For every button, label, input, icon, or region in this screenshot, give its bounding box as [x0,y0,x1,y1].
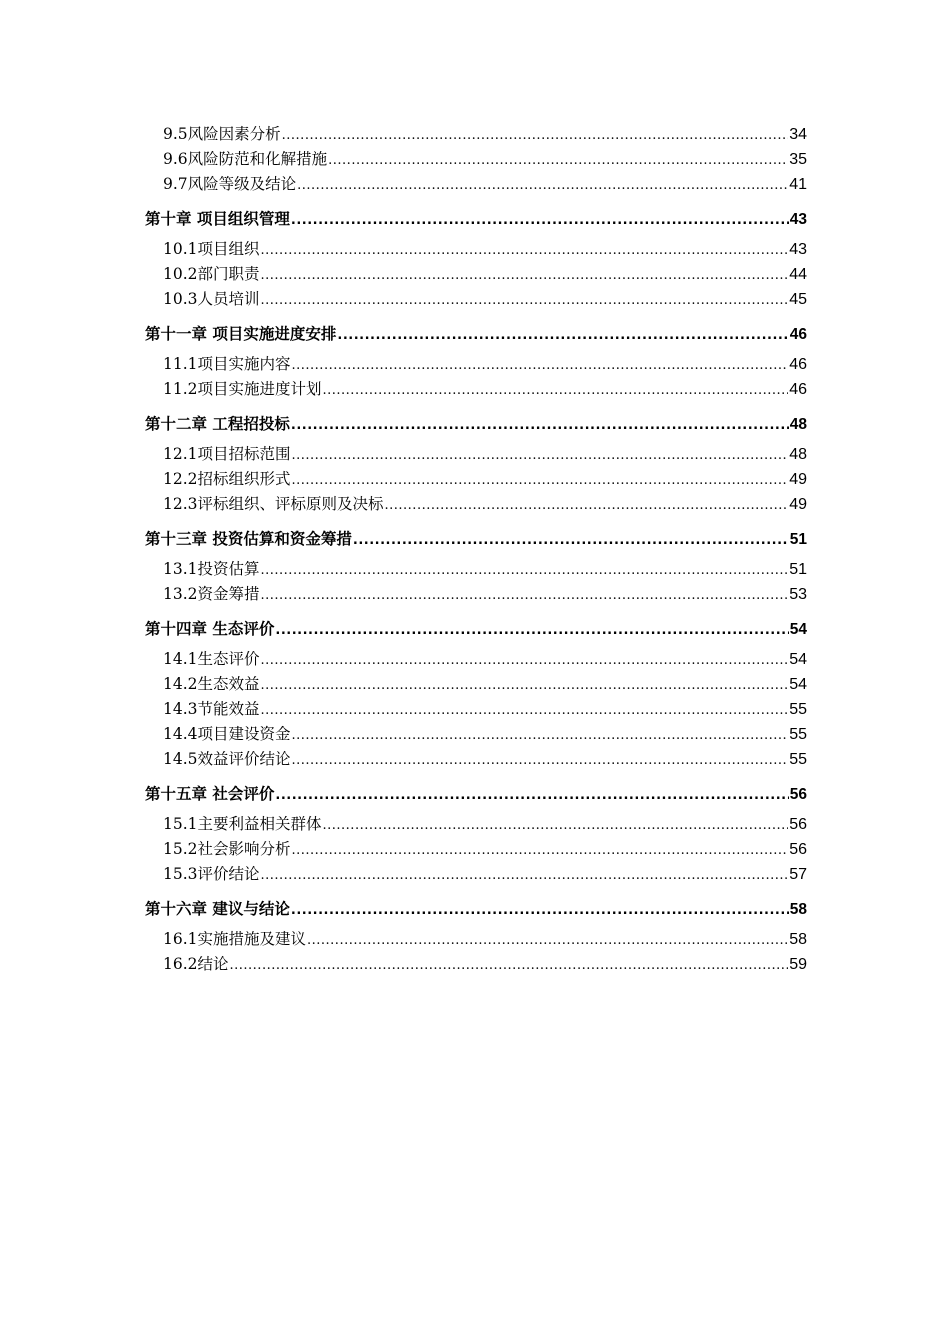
dot-leader [353,522,789,558]
toc-chapter-15[interactable] [145,777,807,811]
toc-entry-13-2[interactable] [145,582,807,607]
toc-entry-15-3[interactable] [145,862,807,887]
toc-entry-12-1[interactable] [145,442,807,467]
toc-page-number: 55 [789,701,807,718]
toc-entry-title: 14.4项目建设资金 [163,725,291,743]
toc-entry-title: 14.5效益评价结论 [163,750,291,768]
toc-entry-9-6[interactable] [145,147,807,172]
toc-entry-14-3[interactable] [145,697,807,722]
toc-chapter-14[interactable] [145,612,807,646]
dot-leader [337,317,788,353]
toc-page-number: 56 [789,816,807,833]
toc-entry-12-3[interactable] [145,492,807,517]
toc-chapter-title: 第十六章 建议与结论 [145,900,290,918]
toc-page-number: 46 [789,381,807,398]
dot-leader [292,467,789,493]
toc-page-number: 54 [789,621,807,638]
dot-leader [261,287,789,313]
dot-leader [385,492,789,518]
dot-leader [261,647,789,673]
toc-entry-16-2[interactable] [145,952,807,977]
toc-entry-11-1[interactable] [145,352,807,377]
toc-page-number: 41 [789,176,807,193]
toc-chapter-13[interactable] [145,522,807,556]
toc-page-number: 44 [789,266,807,283]
toc-page-number: 59 [789,956,807,973]
toc-chapter-title: 第十章 项目组织管理 [145,210,290,228]
toc-entry-title: 9.6风险防范和化解措施 [163,150,328,168]
toc-page-number: 43 [789,211,807,228]
dot-leader [292,722,789,748]
toc-entry-title: 13.1投资估算 [163,560,260,578]
toc-page-number: 58 [789,931,807,948]
toc-entry-title: 14.1生态评价 [163,650,260,668]
dot-leader [230,952,789,978]
dot-leader [261,697,789,723]
toc-entry-title: 12.3评标组织、评标原则及决标 [163,495,384,513]
toc-page-number: 56 [789,841,807,858]
toc-page-number: 56 [789,786,807,803]
toc-page-number: 48 [789,416,807,433]
toc-entry-title: 15.3评价结论 [163,865,260,883]
toc-entry-title: 9.5风险因素分析 [163,125,281,143]
toc-entry-14-5[interactable] [145,747,807,772]
toc-page-number: 51 [789,531,807,548]
toc-entry-12-2[interactable] [145,467,807,492]
dot-leader [323,812,789,838]
dot-leader [261,262,789,288]
toc-entry-11-2[interactable] [145,377,807,402]
toc-page-number: 55 [789,751,807,768]
toc-chapter-title: 第十二章 工程招投标 [145,415,290,433]
toc-chapter-16[interactable] [145,892,807,926]
toc-entry-15-2[interactable] [145,837,807,862]
toc-entry-15-1[interactable] [145,812,807,837]
dot-leader [275,612,788,648]
toc-entry-10-2[interactable] [145,262,807,287]
dot-leader [291,407,789,443]
dot-leader [261,557,789,583]
dot-leader [292,747,789,773]
toc-entry-14-1[interactable] [145,647,807,672]
toc-entry-title: 12.2招标组织形式 [163,470,291,488]
toc-page-number: 54 [789,676,807,693]
toc-entry-title: 16.2结论 [163,955,229,973]
toc-chapter-title: 第十三章 投资估算和资金筹措 [145,530,352,548]
toc-entry-9-7[interactable] [145,172,807,197]
toc-page-number: 46 [789,326,807,343]
toc-entry-title: 9.7风险等级及结论 [163,175,297,193]
dot-leader [291,892,789,928]
dot-leader [307,927,788,953]
toc-entry-10-3[interactable] [145,287,807,312]
dot-leader [323,377,789,403]
toc-entry-14-2[interactable] [145,672,807,697]
dot-leader [261,862,789,888]
toc-page-number: 43 [789,241,807,258]
dot-leader [297,172,788,198]
toc-entry-9-5[interactable] [145,122,807,147]
toc-entry-13-1[interactable] [145,557,807,582]
toc-entry-title: 10.3人员培训 [163,290,260,308]
toc-page-number: 57 [789,866,807,883]
toc-page-number: 35 [789,151,807,168]
toc-page-number: 49 [789,471,807,488]
dot-leader [261,672,789,698]
toc-page-number: 54 [789,651,807,668]
toc-page-number: 49 [789,496,807,513]
toc-page-number: 55 [789,726,807,743]
toc-entry-title: 12.1项目招标范围 [163,445,291,463]
dot-leader [261,582,789,608]
toc-entry-title: 15.1主要利益相关群体 [163,815,322,833]
toc-entry-title: 10.2部门职责 [163,265,260,283]
toc-page-number: 45 [789,291,807,308]
toc-page-number: 34 [789,126,807,143]
toc-chapter-title: 第十五章 社会评价 [145,785,275,803]
toc-chapter-12[interactable] [145,407,807,441]
toc-entry-title: 13.2资金筹措 [163,585,260,603]
toc-page-number: 53 [789,586,807,603]
dot-leader [282,122,789,148]
toc-entry-title: 16.1实施措施及建议 [163,930,307,948]
toc-entry-title: 15.2社会影响分析 [163,840,291,858]
toc-entry-title: 11.1项目实施内容 [163,355,291,373]
dot-leader [292,352,789,378]
toc-page-number: 48 [789,446,807,463]
toc-entry-10-1[interactable] [145,237,807,262]
toc-chapter-title: 第十四章 生态评价 [145,620,275,638]
dot-leader [275,777,788,813]
dot-leader [291,202,789,238]
dot-leader [292,837,789,863]
toc-chapter-11[interactable] [145,317,807,351]
toc-chapter-title: 第十一章 项目实施进度安排 [145,325,337,343]
dot-leader [261,237,789,263]
toc-entry-16-1[interactable] [145,927,807,952]
toc-page-number: 51 [789,561,807,578]
dot-leader [328,147,788,173]
toc-entry-14-4[interactable] [145,722,807,747]
toc-entry-title: 14.3节能效益 [163,700,260,718]
table-of-contents [145,122,807,977]
toc-entry-title: 11.2项目实施进度计划 [163,380,322,398]
toc-entry-title: 10.1项目组织 [163,240,260,258]
toc-chapter-10[interactable] [145,202,807,236]
toc-entry-title: 14.2生态效益 [163,675,260,693]
dot-leader [292,442,789,468]
toc-page-number: 46 [789,356,807,373]
toc-page-number: 58 [789,901,807,918]
